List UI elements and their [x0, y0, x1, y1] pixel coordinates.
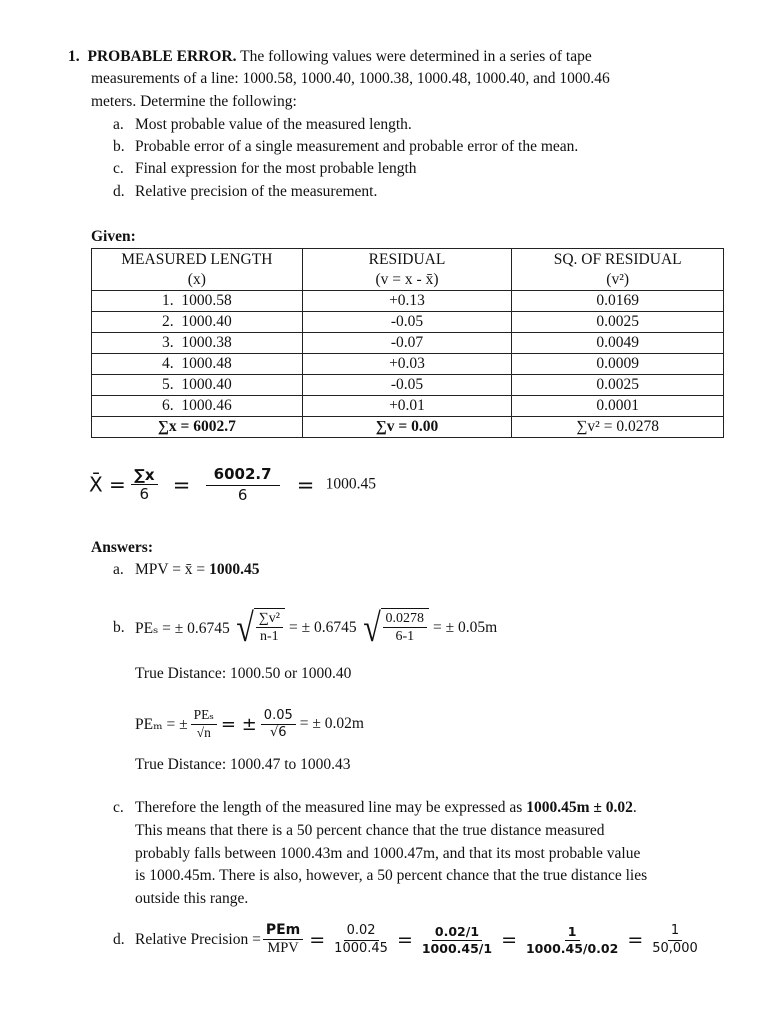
pem-result: = ± 0.02m [299, 715, 364, 733]
cell-v2: 0.0025 [512, 312, 724, 333]
problem-intro-line3: meters. Determine the following: [91, 93, 297, 110]
answer-b-pem: PEₘ = ± $\frac{\text{PEₛ}}{√n}$ = ± $\frac{0.05}{√6}$ = ± 0.02m [135, 707, 364, 740]
final-expression: 1000.45m ± 0.02 [526, 799, 633, 816]
cell-v2: 0.0025 [512, 375, 724, 396]
rp-fraction-2: $\frac{0.02}{1000.45}$ [334, 923, 388, 956]
problem-title: PROBABLE ERROR. [87, 48, 237, 65]
cell-x: 3. 1000.38 [92, 333, 303, 354]
header-measured-length-sym: (x) [92, 270, 303, 291]
pem-fraction-1: $\frac{\text{PEₛ}}{√n}$ [191, 708, 217, 741]
mean-formula: X̄ = $\frac{\sum x}{6}$ = $\frac{6002.7}{6}$ = 1000.45 [89, 465, 377, 504]
cell-v2: 0.0001 [512, 396, 724, 417]
answer-c-line5: outside this range. [135, 890, 249, 907]
header-residual-sym: (v = x - x̄) [302, 270, 512, 291]
cell-x: 4. 1000.48 [92, 354, 303, 375]
cell-v: -0.05 [302, 312, 512, 333]
table-header-row [92, 249, 724, 271]
header-sq-residual: SQ. OF RESIDUAL [512, 249, 724, 271]
answer-c-line4: is 1000.45m. There is also, however, a 50 percent chance that the true distance lies [135, 867, 648, 884]
rp-fraction-1: $\frac{\text{PEm}}{\text{MPV}}$ [263, 923, 303, 957]
pes-radical-1: √ $\frac{\text{∑v²}}{n-1}$ [234, 608, 285, 648]
mean-result: 1000.45 [325, 475, 377, 493]
cell-v2: 0.0169 [512, 291, 724, 312]
header-sq-residual-sym: (v²) [512, 270, 724, 291]
table-row [92, 312, 724, 333]
header-measured-length: MEASURED LENGTH [92, 249, 303, 271]
table-row [92, 375, 724, 396]
problem-heading [68, 48, 592, 66]
total-x: ∑x = 6002.7 [92, 417, 303, 438]
mean-lhs: X̄ = [89, 472, 126, 497]
table-row [92, 291, 724, 312]
problem-item-b: b. Probable error of a single measurement and probable error of the mean. [113, 138, 579, 155]
cell-v: +0.03 [302, 354, 512, 375]
answer-c-line2: This means that there is a 50 percent chance that the true distance measured [135, 822, 605, 839]
cell-v: -0.05 [302, 375, 512, 396]
header-residual: RESIDUAL [302, 249, 512, 271]
pes-result: = ± 0.05m [433, 619, 498, 636]
problem-item-d: d. Relative precision of the measurement. [113, 183, 378, 200]
pem-fraction-2: $\frac{0.05}{√6}$ [261, 709, 296, 741]
answer-c-line1: c. Therefore the length of the measured line may be expressed as 1000.45m ± 0.02. [113, 799, 637, 816]
cell-x: 5. 1000.40 [92, 375, 303, 396]
problem-item-c: c. Final expression for the most probable length [113, 160, 417, 177]
pes-radical-2: √ $\frac{0.0278}{6-1}$ [361, 608, 429, 648]
problem-intro-line1: The following values were determined in a series of tape [240, 48, 592, 65]
problem-intro-line2: measurements of a line: 1000.58, 1000.40, 1000.38, 1000.48, 1000.40, and 1000.46 [91, 70, 610, 87]
table-row [92, 354, 724, 375]
answer-d: d. Relative Precision = $\frac{\text{PEm}}{\text{MPV}}$ = $\frac{0.02}{1000.45}$ = $\frac{0.02/1}{1000.45/1}$ = $\frac{1}{1000.45/0.02}$ = $\frac{1}{50,000}$ [113, 910, 701, 970]
cell-v2: 0.0049 [512, 333, 724, 354]
mpv-value: 1000.45 [209, 561, 260, 578]
rp-fraction-5: $\frac{1}{50,000}$ [652, 923, 698, 956]
given-label: Given: [91, 228, 136, 245]
true-distance-1: True Distance: 1000.50 or 1000.40 [135, 665, 352, 682]
table-row [92, 333, 724, 354]
total-v: ∑v = 0.00 [302, 417, 512, 438]
problem-item-a: a. Most probable value of the measured length. [113, 116, 412, 133]
total-v2: ∑v² = 0.0278 [512, 417, 724, 438]
cell-v: +0.01 [302, 396, 512, 417]
cell-x: 6. 1000.46 [92, 396, 303, 417]
answer-a: a. MPV = x̄ = 1000.45 [113, 561, 260, 578]
answers-label: Answers: [91, 539, 153, 556]
table-totals-row [92, 417, 724, 438]
mean-fraction-2: $\frac{6002.7}{6}$ [206, 466, 280, 503]
answer-b-pes: b. PEₛ = ± 0.6745 √ $\frac{\text{∑v²}}{n-1}$ = ± 0.6745 √ $\frac{0.0278}{6-1}$ = ± 0.05m [113, 605, 498, 650]
cell-v2: 0.0009 [512, 354, 724, 375]
cell-v: +0.13 [302, 291, 512, 312]
true-distance-2: True Distance: 1000.47 to 1000.43 [135, 756, 351, 773]
answer-c-line3: probably falls between 1000.43m and 1000.47m, and that its most probable value [135, 845, 641, 862]
mean-fraction-1: $\frac{\sum x}{6}$ [131, 467, 157, 503]
given-table [91, 248, 724, 438]
rp-fraction-4: $\frac{1}{1000.45/0.02}$ [525, 923, 619, 956]
cell-x: 1. 1000.58 [92, 291, 303, 312]
rp-fraction-3: $\frac{0.02/1}{1000.45/1}$ [421, 923, 493, 956]
table-row [92, 396, 724, 417]
cell-v: -0.07 [302, 333, 512, 354]
problem-number: 1. [68, 48, 80, 65]
table-header-row-2 [92, 270, 724, 291]
cell-x: 2. 1000.40 [92, 312, 303, 333]
